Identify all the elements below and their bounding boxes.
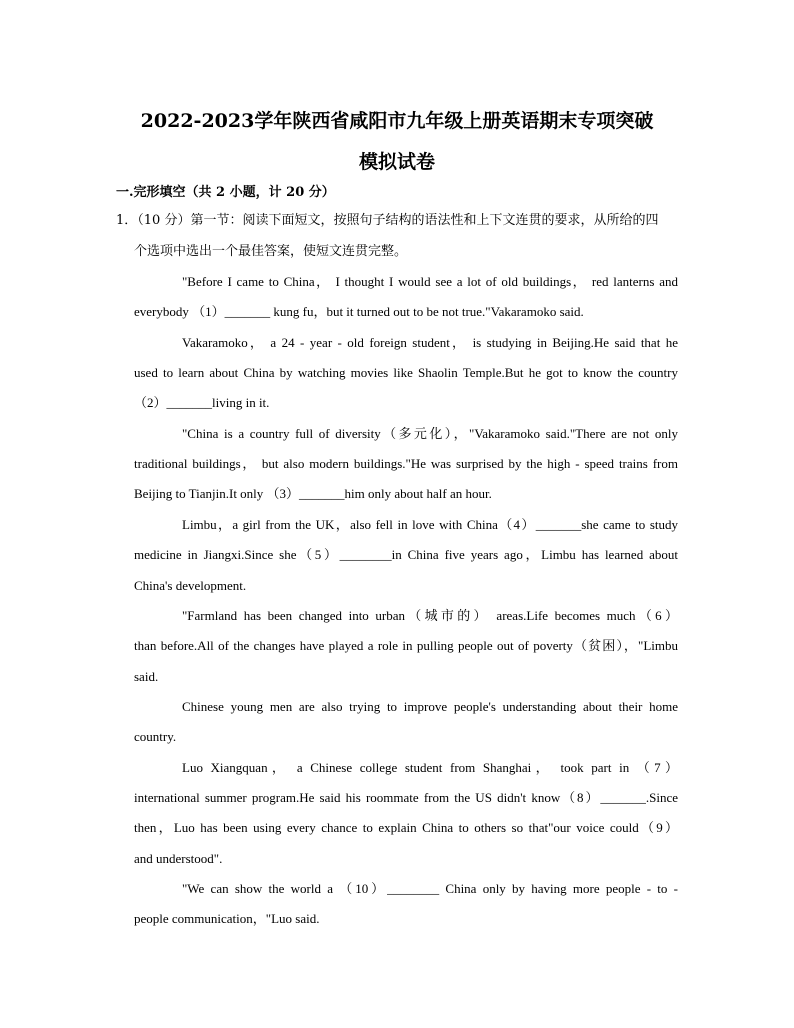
passage-line: Chinese young men are also trying to improve people's understanding about their home [182,698,678,714]
passage-line: Vakaramoko， a 24 - year - old foreign student， is studying in Beijing.He said that he [182,334,678,350]
passage-line: said. [134,668,159,684]
section-heading: 一.完形填空（共 2 小题，计 20 分） [116,185,335,200]
passage-line: （2）_______living in it. [134,395,270,411]
question-intro [116,206,676,267]
passage-line: "China is a country full of diversity（多元化），"Vakaramoko said."There are not only [182,425,678,441]
passage-line: than before.All of the changes have played a role in pulling people out of poverty（贫困），"Limbu [134,638,678,654]
passage-line: Luo Xiangquan， a Chinese college student from Shanghai， took part in （7） [182,759,678,775]
passage-line: then，Luo has been using every chance to explain China to others so that"our voice could（9） [134,820,678,836]
passage-line: international summer program.He said his roommate from the US didn't know（8）_______.Since [134,789,678,805]
document-title-line-2: 模拟试卷 [358,151,435,173]
passage-line: country. [134,729,177,745]
passage-line: "Before I came to China， I thought I would see a lot of old buildings， red lanterns and [182,274,678,289]
passage-line: people communication，"Luo said. [134,911,320,927]
passage-line: Beijing to Tianjin.It only （3）_______him only about half an hour. [134,486,492,502]
passage-line: China's development. [134,577,247,593]
passage-line: traditional buildings， but also modern buildings."He was surprised by the high - speed trains from [134,456,678,472]
question-intro-line-2: 个选项中选出一个最佳答案，使短文连贯完整。 [134,243,408,259]
question-intro-line-1: 1．（10 分）第一节：阅读下面短文，按照句子结构的语法性和上下文连贯的要求，从所给的四 [116,213,659,228]
passage-line: medicine in Jiangxi.Since she（5）________in China five years ago，Limbu has learned about [134,547,678,563]
passage-line: everybody （1）_______ kung fu，but it turned out to be not true."Vakaramoko said. [134,304,584,320]
passage-line: "Farmland has been changed into urban（城市的） areas.Life becomes much（6） [182,607,678,623]
passage-line: used to learn about China by watching movies like Shaolin Temple.But he got to know the country [134,365,678,381]
document-title-line-1: 2022-2023学年陕西省咸阳市九年级上册英语期末专项突破 [140,110,654,132]
passage-line: and understood". [134,850,223,866]
passage-line: Limbu，a girl from the UK，also fell in love with China（4）_______she came to study [182,516,678,532]
passage-line: "We can show the world a （10）________ China only by having more people - to - [182,881,678,896]
